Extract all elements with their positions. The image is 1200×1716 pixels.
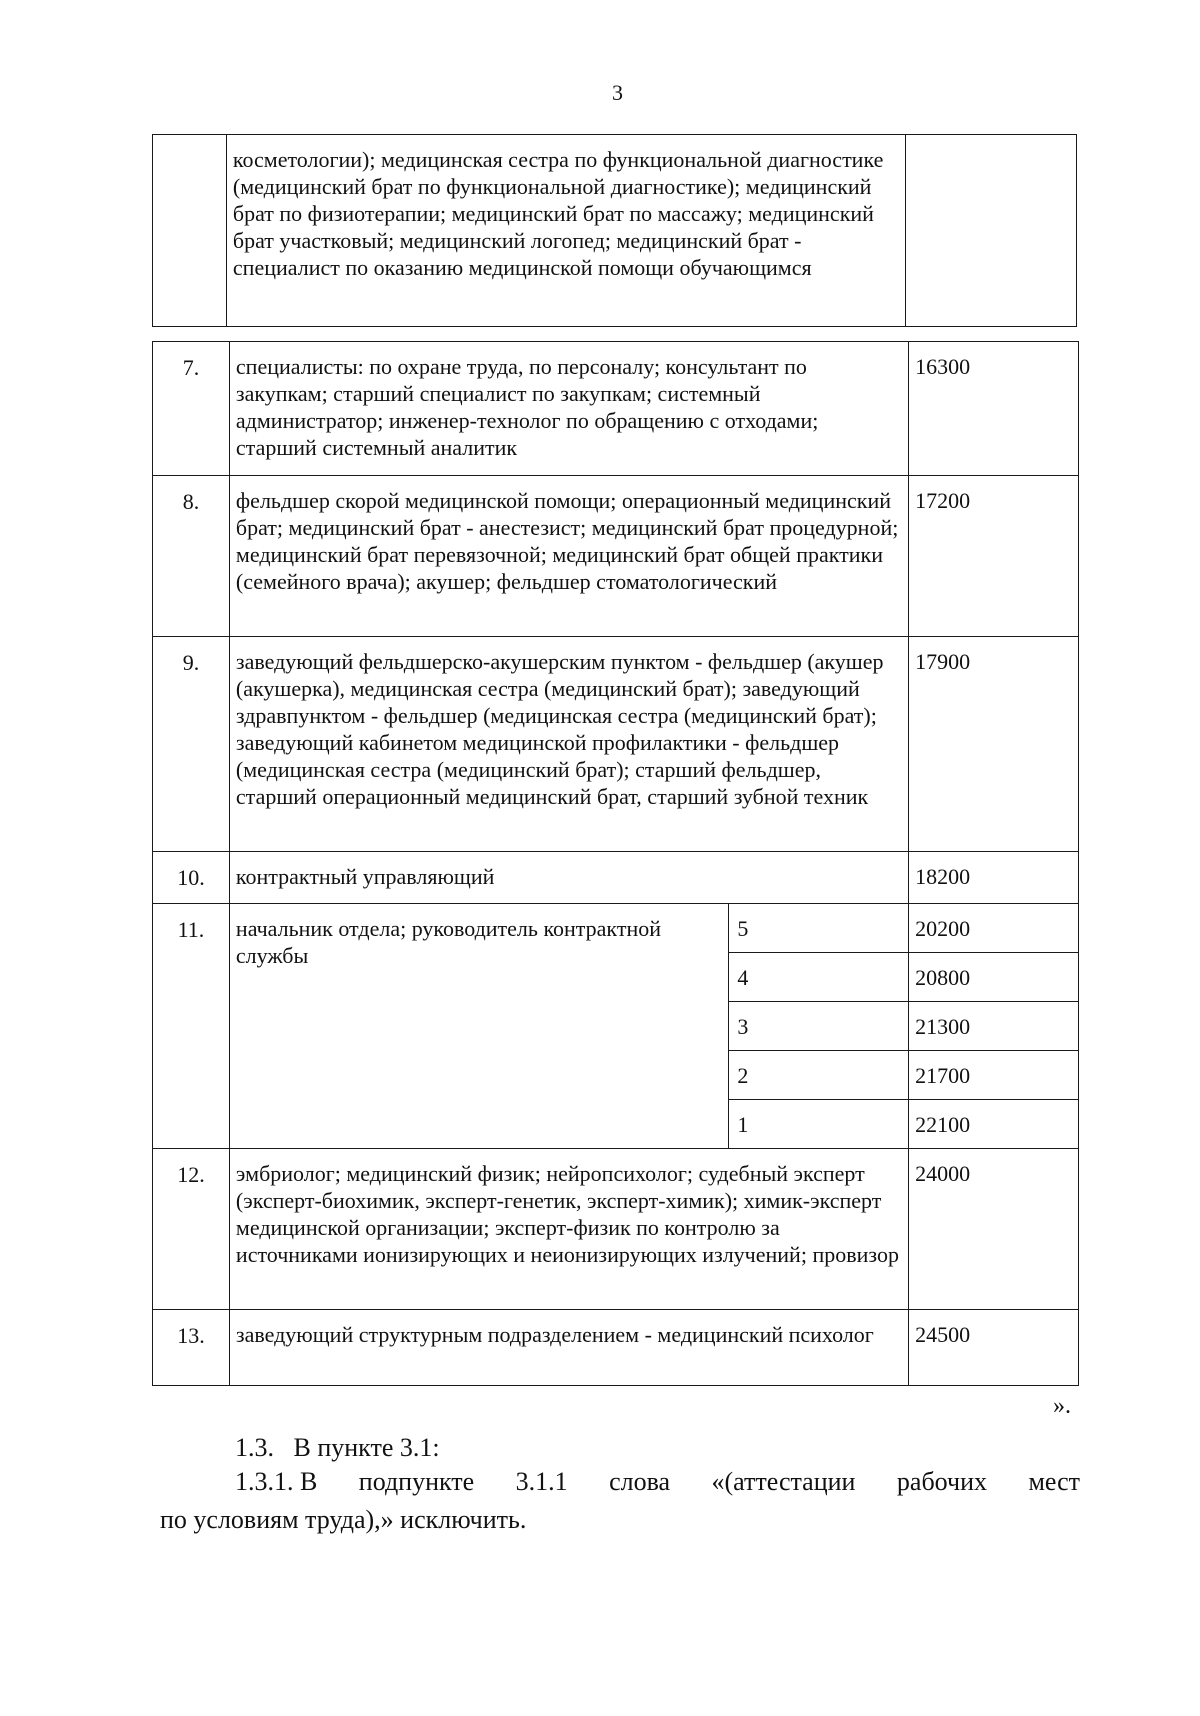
word: рабочих	[896, 1467, 987, 1496]
grade-cell: 1	[729, 1100, 909, 1149]
table-row	[153, 476, 1079, 637]
position-list-cell: косметологии); медицинская сестра по функциональной диагностике (медицинский брат по функциональной диагностике); медицинский брат по физиотерапии; медицинский брат по массажу; медицинский брат участковый; медицинский логопед; медицинский брат - специалист по оказанию медицинской помощи обучающимся	[226, 135, 905, 327]
salary-cell: 21300	[909, 1002, 1079, 1051]
salary-cell: 18200	[909, 852, 1079, 904]
word: «(аттестации	[711, 1467, 856, 1496]
position-list-cell: контрактный управляющий	[229, 852, 908, 904]
salary-cell	[906, 135, 1077, 327]
row-number-cell: 10.	[153, 852, 230, 904]
salary-cell: 24500	[909, 1310, 1079, 1386]
table-row	[153, 1149, 1079, 1310]
salary-cell: 24000	[909, 1149, 1079, 1310]
page-number: 3	[612, 80, 623, 105]
paragraph-1-3-1	[160, 1463, 1080, 1539]
row-number-cell: 7.	[153, 342, 230, 476]
table-row	[153, 852, 1079, 904]
row-number-cell: 9.	[153, 637, 230, 852]
row-number-cell: 13.	[153, 1310, 230, 1386]
paragraph-line-1	[160, 1463, 1080, 1501]
closing-quote-mark: ».	[1053, 1393, 1071, 1419]
paragraph-line-2: по условиям труда),» исключить.	[160, 1505, 527, 1534]
table-row	[153, 637, 1079, 852]
salary-cell: 17900	[909, 637, 1079, 852]
word: 3.1.1	[515, 1467, 568, 1496]
table-row	[153, 1310, 1079, 1386]
table-row	[153, 904, 1079, 953]
word: 1.3.1. В	[235, 1467, 318, 1496]
grade-cell: 4	[729, 953, 909, 1002]
salary-cell: 21700	[909, 1051, 1079, 1100]
position-list-cell: начальник отдела; руководитель контрактной службы	[229, 904, 728, 1149]
salary-table	[152, 341, 1079, 1386]
salary-cell: 20200	[909, 904, 1079, 953]
position-list-cell: специалисты: по охране труда, по персоналу; консультант по закупкам; старший специалист по закупкам; системный администратор; инженер-технолог по обращению с отходами; старший системный аналитик	[229, 342, 908, 476]
word: слова	[609, 1467, 671, 1496]
grade-cell: 2	[729, 1051, 909, 1100]
position-list-cell: фельдшер скорой медицинской помощи; операционный медицинский брат; медицинский брат - анестезист; медицинский брат процедурной; медицинский брат перевязочной; медицинский брат общей практики (семейного врача); акушер; фельдшер стоматологический	[229, 476, 908, 637]
salary-cell: 22100	[909, 1100, 1079, 1149]
salary-cell: 17200	[909, 476, 1079, 637]
salary-cell: 20800	[909, 953, 1079, 1002]
row-number-cell: 8.	[153, 476, 230, 637]
grade-cell: 5	[729, 904, 909, 953]
position-list-cell: заведующий структурным подразделением - медицинский психолог	[229, 1310, 908, 1386]
row-number-cell: 11.	[153, 904, 230, 1149]
row-number-cell	[153, 135, 227, 327]
word: мест	[1028, 1467, 1080, 1496]
table-row	[153, 135, 1077, 327]
table-row	[153, 342, 1079, 476]
position-list-cell: заведующий фельдшерско-акушерским пунктом - фельдшер (акушер (акушерка), медицинская сестра (медицинский брат); заведующий здравпунктом - фельдшер (медицинская сестра (медицинский брат); заведующий кабинетом медицинской профилактики - фельдшер (медицинская сестра (медицинский брат); старший фельдшер, старший операционный медицинский брат, старший зубной техник	[229, 637, 908, 852]
position-list-cell: эмбриолог; медицинский физик; нейропсихолог; судебный эксперт (эксперт-биохимик, эксперт-генетик, эксперт-химик); химик-эксперт медицинской организации; эксперт-физик по контролю за источниками ионизирующих и неионизирующих излучений; провизор	[229, 1149, 908, 1310]
paragraph-1-3: 1.3. В пункте 3.1:	[235, 1433, 440, 1462]
continuation-table	[152, 134, 1077, 327]
salary-cell: 16300	[909, 342, 1079, 476]
word: подпункте	[358, 1467, 475, 1496]
grade-cell: 3	[729, 1002, 909, 1051]
row-number-cell: 12.	[153, 1149, 230, 1310]
